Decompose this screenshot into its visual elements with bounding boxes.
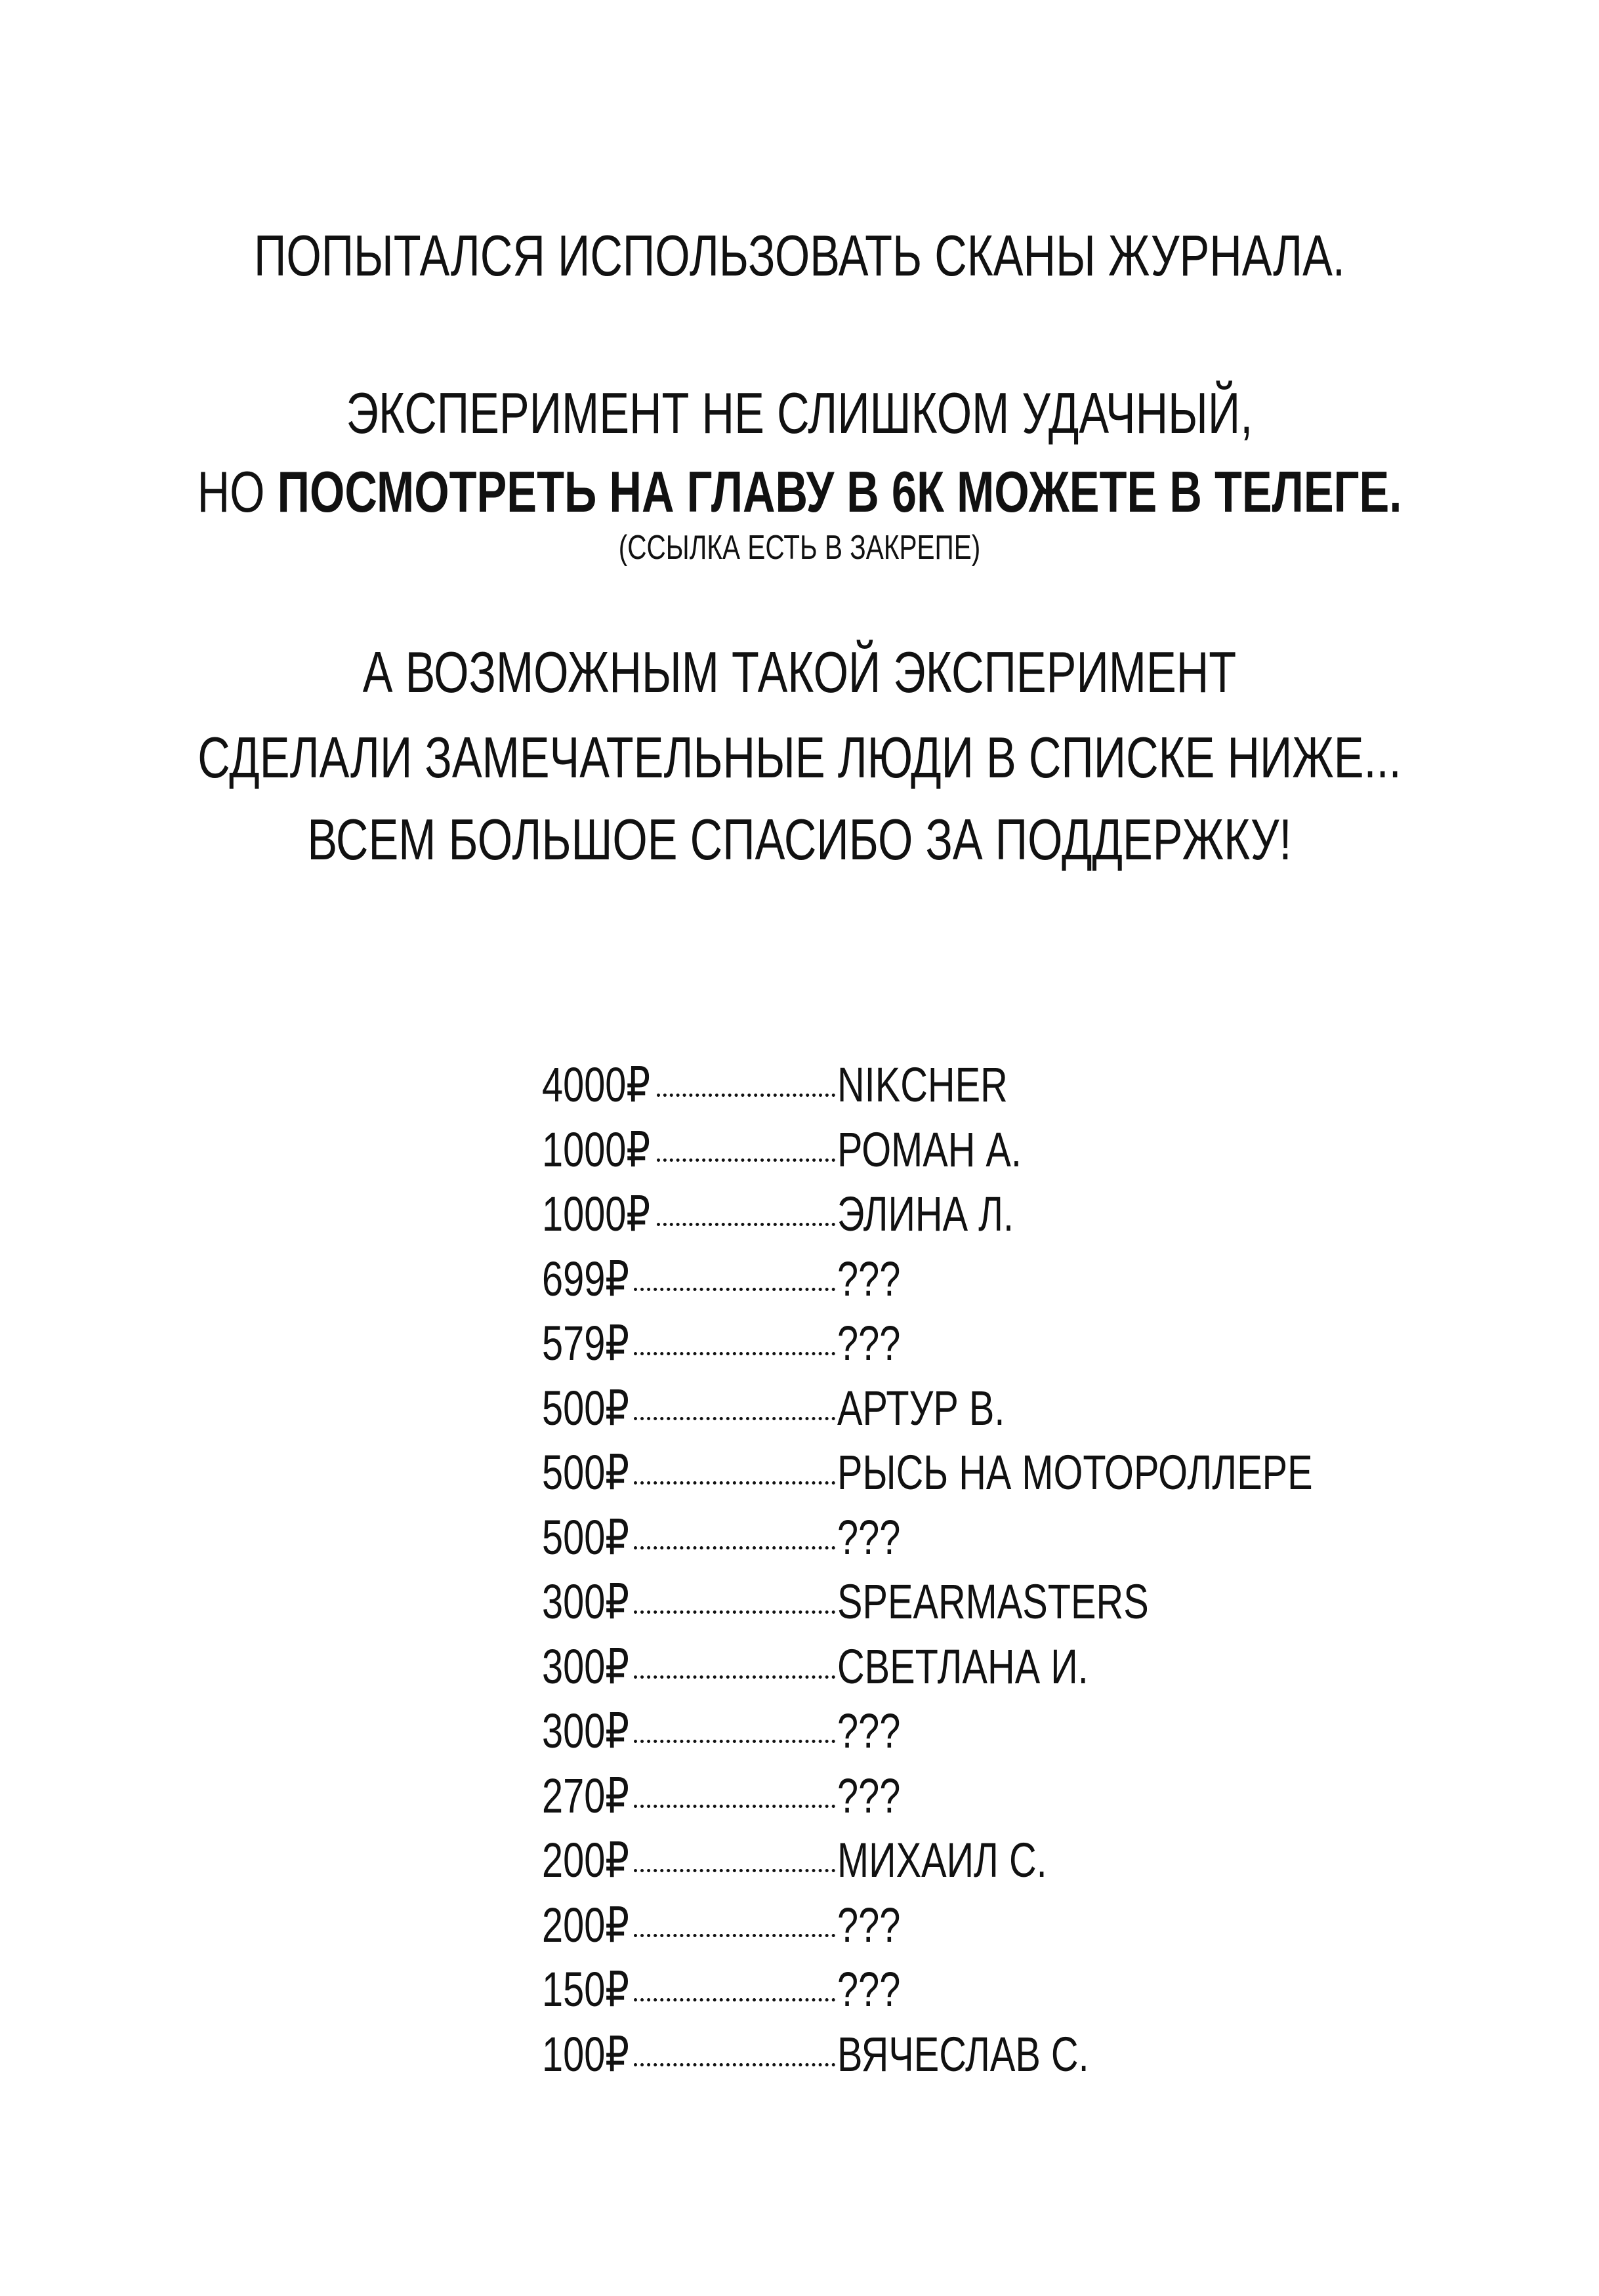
dot-leader [634,1610,835,1614]
dot-leader [634,1740,835,1743]
donor-amount: 4000₽ [542,1057,651,1112]
donor-amount: 270₽ [542,1768,630,1823]
donor-row [542,1441,1329,1506]
donor-row [542,1118,1329,1183]
donor-amount: 200₽ [542,1897,630,1952]
donor-row [542,2022,1329,2087]
donor-row [542,1247,1329,1312]
donor-row [542,1699,1329,1764]
donor-row [542,1958,1329,2022]
donor-row [542,1764,1329,1829]
dot-leader [634,1869,835,1872]
donor-row [542,1506,1329,1570]
donor-amount: 300₽ [542,1574,630,1629]
dot-leader [657,1158,835,1162]
donor-name: ??? [837,1509,901,1565]
donor-name: ??? [837,1704,901,1758]
donor-row [542,1053,1329,1118]
intro-line-5: СДЕЛАЛИ ЗАМЕЧАТЕЛЬНЫЕ ЛЮДИ В СПИСКЕ НИЖЕ... [197,725,1402,790]
intro-line-3 [176,459,1423,525]
donor-row [542,1311,1329,1376]
donor-row [542,1635,1329,1700]
donor-amount: 100₽ [542,2026,630,2081]
donor-amount: 500₽ [542,1509,630,1565]
donor-amount: 200₽ [542,1833,630,1887]
donor-row [542,1828,1329,1893]
donor-row [542,1893,1329,1958]
donor-row [542,1182,1329,1247]
donor-name: РЫСЬ НА МОТОРОЛЛЕРЕ [837,1445,1313,1500]
donor-row [542,1376,1329,1441]
donor-name: SPEARMASTERS [837,1574,1149,1629]
donor-name: СВЕТЛАНА И. [837,1639,1089,1694]
donor-name: NIKCHER [837,1057,1008,1112]
donor-name: ??? [837,1316,901,1370]
dot-leader [634,1546,835,1549]
dot-leader [634,1998,835,2001]
dot-leader [657,1223,835,1226]
donor-name: ??? [837,1768,901,1823]
donor-amount: 300₽ [542,1639,630,1694]
donor-name: ??? [837,1897,901,1952]
dot-leader [634,1481,835,1485]
donor-name: АРТУР В. [837,1380,1005,1435]
dot-leader [634,1352,835,1355]
dot-leader [634,1675,835,1679]
intro-line-6: ВСЕМ БОЛЬШОЕ СПАСИБО ЗА ПОДДЕРЖКУ! [307,807,1292,872]
donor-name: ??? [837,1962,901,2017]
donor-amount: 500₽ [542,1380,630,1435]
intro-line-1: ПОПЫТАЛСЯ ИСПОЛЬЗОВАТЬ СКАНЫ ЖУРНАЛА. [253,223,1346,288]
donor-amount: 300₽ [542,1704,630,1758]
donor-amount: 579₽ [542,1316,630,1370]
donor-row [542,1570,1329,1635]
intro-line-3-emphasis: ПОСМОТРЕТЬ НА ГЛАВУ В 6К МОЖЕТЕ В ТЕЛЕГЕ. [277,459,1402,524]
donor-name: ??? [837,1251,901,1306]
intro-line-2: ЭКСПЕРИМЕНТ НЕ СЛИШКОМ УДАЧНЫЙ, [346,380,1253,445]
donor-amount: 699₽ [542,1251,630,1306]
dot-leader [634,2063,835,2066]
intro-line-3-prefix: НО [197,459,278,524]
donor-amount: 150₽ [542,1962,630,2017]
dot-leader [657,1094,835,1097]
donor-name: ВЯЧЕСЛАВ С. [837,2026,1089,2081]
dot-leader [634,1805,835,1808]
donor-name: РОМАН А. [837,1122,1022,1177]
intro-line-4: А ВОЗМОЖНЫМ ТАКОЙ ЭКСПЕРИМЕНТ [362,640,1237,705]
donor-name: МИХАИЛ С. [837,1833,1047,1887]
donor-amount: 1000₽ [542,1187,651,1241]
donor-list [542,1053,1329,2087]
donor-name: ЭЛИНА Л. [837,1187,1014,1241]
donor-amount: 500₽ [542,1445,630,1500]
dot-leader [634,1934,835,1937]
dot-leader [634,1417,835,1420]
dot-leader [634,1288,835,1291]
donor-amount: 1000₽ [542,1122,651,1177]
intro-note: (ССЫЛКА ЕСТЬ В ЗАКРЕПЕ) [618,529,981,567]
